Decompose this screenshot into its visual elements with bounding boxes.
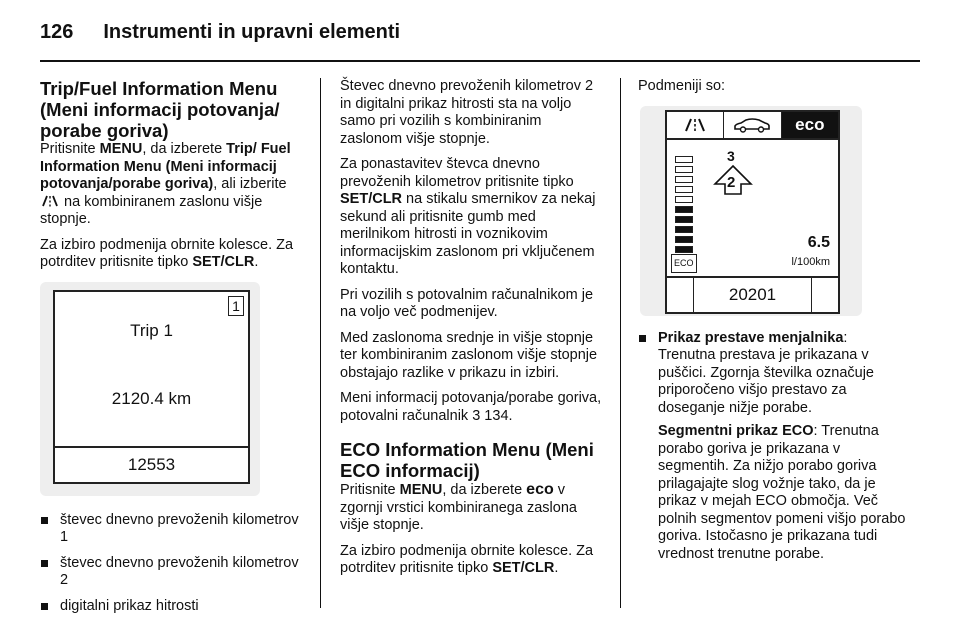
trip-name: Trip 1 (130, 320, 173, 340)
trip-distance: 2120.4 km (111, 388, 192, 408)
trip-section-heading: Trip/Fuel Information Menu (Meni informacij potovanja/ porabe goriva) (40, 78, 280, 141)
column-1 (40, 78, 306, 623)
col2-paragraph-6: Pritisnite MENU, da izberete eco v zgornji vrstici kombiniranega zaslona višje stopnje. (340, 481, 577, 533)
column-2 (340, 78, 606, 586)
eco-segment (675, 226, 693, 233)
gear-display-title: Prikaz prestave menjalnika (658, 329, 844, 346)
bottom-right-cell (812, 278, 838, 312)
trip-submenu-list (40, 512, 306, 616)
bottom-left-cell (667, 278, 693, 312)
car-icon (723, 112, 780, 138)
col2-paragraph-2: Za ponastavitev števca dnevno prevoženih kilometrov pritisnite tipko SET/CLR na stikalu smernikov za nekaj sekund ali pritisnite gumb med merilnikom hitrosti in voznikovim informacijskim zaslonom pri vključenem kontaktu. (340, 156, 596, 277)
trip-display-figure (40, 282, 260, 496)
trip-paragraph-1: Pritisnite MENU, da izberete Trip/ Fuel Information Menu (Meni informacij potovanja/porabe goriva), ali izberite na kombiniranem zaslonu višje stopnje. (40, 141, 291, 227)
list-item: števec dnevno prevoženih kilometrov 1 (40, 512, 306, 547)
eco-display-screen (665, 110, 840, 314)
trip-paragraph-2: Za izbiro podmenija obrnite kolesce. Za potrditev pritisnite tipko SET/CLR. (40, 236, 294, 270)
set-clr-key: SET/CLR (192, 254, 255, 270)
consumption-unit: l/100km (791, 255, 830, 268)
submenus-intro: Podmeniji so: (638, 78, 726, 94)
column-divider-2 (620, 78, 621, 608)
eco-segment (675, 196, 693, 203)
chapter-title: Instrumenti in upravni elementi (103, 20, 401, 43)
eco-segment (675, 246, 693, 253)
trip-display-screen (53, 290, 250, 484)
eco-segment (675, 156, 693, 163)
recommended-gear: 3 (727, 147, 735, 164)
eco-odometer: 20201 (693, 278, 812, 312)
page-reference-arrow: 3 (472, 407, 481, 424)
trip-odometer: 12553 (55, 446, 248, 482)
col2-paragraph-1: Števec dnevno prevoženih kilometrov 2 in digitalni prikaz hitrosti sta na voljo samo pri vozilih s kombiniranim zaslonom višje stopnje. (340, 78, 594, 147)
eco-top-row (667, 112, 838, 140)
eco-bottom-row (667, 276, 838, 312)
eco-tab: eco (781, 112, 838, 138)
col2-paragraph-3: Pri vozilih s potovalnim računalnikom je na voljo več podmenijev. (340, 286, 594, 320)
eco-segment-bar (675, 156, 693, 256)
eco-segment (675, 236, 693, 243)
eco-segment (675, 166, 693, 173)
current-gear: 2 (727, 173, 736, 191)
eco-symbol: eco (526, 481, 554, 498)
trip-menu-name: Trip/ Fuel Information Menu (Meni informacij potovanja/porabe goriva) (40, 141, 291, 192)
road-icon (667, 112, 723, 138)
column-divider-1 (320, 78, 321, 608)
list-item: Prikaz prestave menjalnika: Trenutna prestava je prikazana v puščici. Zgornja številka označuje priporočeno višjo prestavo za doseganje nižje porabe. Segmentni prikaz ECO: Trenutna porabo goriva je prikazana v segmentih. Za nižjo porabo goriva prilagajajte slog vožnje tako, da je prikaz v mejah ECO območja. Več polnih segmentov pomeni višjo porabo goriva. Istočasno je prikazana tudi vrednost trenutne porabe. (638, 330, 906, 564)
set-clr-key: SET/CLR (492, 560, 555, 576)
column-3 (638, 78, 906, 571)
menu-key: MENU (99, 141, 143, 157)
eco-segment (675, 206, 693, 213)
eco-segment (675, 186, 693, 193)
consumption-value: 6.5 (807, 233, 830, 251)
col2-paragraph-5: Meni informacij potovanja/porabe goriva, potovalni računalnik 3 134. (340, 390, 602, 424)
trip-number-badge: 1 (228, 296, 244, 316)
page-number: 126 (40, 20, 74, 43)
eco-display-figure (640, 106, 862, 316)
set-clr-key: SET/CLR (340, 191, 403, 207)
eco-zone-label: ECO (671, 254, 697, 274)
eco-section-heading: ECO Information Menu (Meni ECO informacij) (340, 439, 594, 481)
eco-segment (675, 176, 693, 183)
road-icon (40, 195, 60, 207)
eco-segment (675, 216, 693, 223)
menu-key: MENU (399, 482, 443, 498)
page-header (40, 14, 920, 50)
eco-submenu-list (638, 330, 906, 564)
col2-paragraph-4: Med zaslonoma srednje in višje stopnje ter kombiniranim zaslonom višje stopnje obstajajo razlike v prikazu in izbiri. (340, 329, 598, 381)
header-rule (40, 60, 920, 62)
eco-segment-title: Segmentni prikaz ECO (658, 423, 814, 439)
col2-paragraph-7: Za izbiro podmenija obrnite kolesce. Za potrditev pritisnite tipko SET/CLR. (340, 542, 594, 576)
gear-arrow-icon (713, 164, 753, 202)
list-item: števec dnevno prevoženih kilometrov 2 (40, 555, 306, 590)
list-item: digitalni prikaz hitrosti (40, 598, 306, 616)
